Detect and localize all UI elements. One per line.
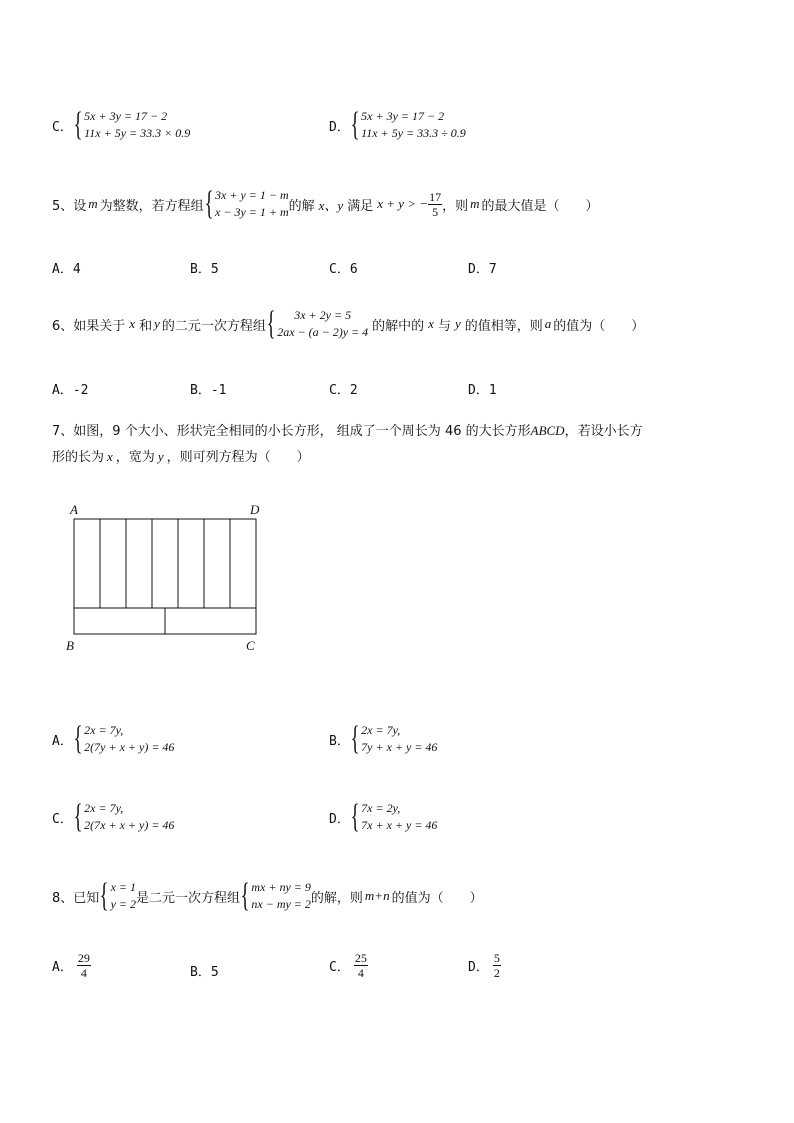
equation-line: 7x = 2y, bbox=[361, 801, 401, 815]
q8-text: 是二元一次方程组 bbox=[136, 890, 241, 906]
q5-text: 的最大值是（ ） bbox=[481, 198, 599, 214]
option-letter: A． bbox=[52, 960, 73, 975]
option-value: 7 bbox=[488, 262, 497, 277]
q5-text: 为整数，若方程组 bbox=[99, 198, 204, 214]
inequality: x + y > − bbox=[377, 196, 429, 211]
equation-line: 2ax − (a − 2)y = 4 bbox=[277, 325, 369, 339]
equation-line: 2x = 7y, bbox=[84, 723, 124, 737]
fraction-denominator: 5 bbox=[432, 204, 439, 219]
var-x: x bbox=[129, 316, 136, 331]
brace: { bbox=[73, 798, 83, 835]
option-letter: A． bbox=[52, 383, 73, 398]
equation-line: 7y + x + y = 46 bbox=[361, 740, 438, 754]
q7-text: ，则可列方程为（ ） bbox=[166, 450, 310, 465]
q7-question-line2 bbox=[52, 446, 310, 465]
var-m: m bbox=[88, 196, 98, 211]
q7-text: ，宽为 bbox=[115, 450, 155, 465]
option-value: -2 bbox=[72, 383, 89, 398]
var-xy: x、y bbox=[318, 197, 344, 213]
var-m: m bbox=[470, 196, 480, 211]
fraction-numerator: 17 bbox=[429, 189, 442, 204]
fraction bbox=[493, 951, 501, 980]
q5-option-d[interactable] bbox=[468, 258, 497, 277]
q8-text: 的值为（ ） bbox=[391, 890, 483, 906]
vertex-label-b: B bbox=[66, 638, 74, 653]
q6-question bbox=[52, 307, 644, 341]
equation-line: mx + ny = 9 bbox=[251, 880, 311, 894]
equation-line: 7x + x + y = 46 bbox=[361, 818, 438, 832]
option-letter: B． bbox=[190, 383, 211, 398]
option-value: 5 bbox=[210, 262, 219, 277]
option-letter: B． bbox=[190, 965, 211, 980]
equation-line: x = 1 bbox=[110, 880, 137, 894]
label-abcd: ABCD bbox=[530, 423, 565, 438]
q7-option-d[interactable] bbox=[329, 800, 437, 834]
fraction-denominator: 2 bbox=[493, 966, 500, 980]
brace: { bbox=[204, 185, 214, 222]
q5-option-c[interactable] bbox=[329, 258, 358, 277]
equation-line: 5x + 3y = 17 − 2 bbox=[361, 109, 445, 123]
equation-line: 2x = 7y, bbox=[361, 723, 401, 737]
q8-text: 8、已知 bbox=[52, 890, 100, 906]
option-letter: C． bbox=[52, 119, 73, 135]
q8-option-a[interactable] bbox=[52, 951, 91, 980]
fraction-denominator: 4 bbox=[80, 966, 87, 980]
fraction bbox=[428, 190, 442, 219]
q6-text: 6、如果关于 bbox=[52, 318, 126, 334]
option-letter: D． bbox=[468, 960, 489, 975]
q4-option-d[interactable] bbox=[329, 108, 466, 142]
q6-text: 与 bbox=[437, 318, 451, 334]
option-letter: D． bbox=[329, 119, 350, 135]
option-letter: A． bbox=[52, 262, 73, 277]
q5-option-a[interactable] bbox=[52, 258, 81, 277]
equation-line: 3x + 2y = 5 bbox=[294, 308, 352, 322]
q6-text: 的解中的 bbox=[372, 318, 425, 334]
q7-text: ，若设小长方 bbox=[564, 424, 643, 439]
brace: { bbox=[350, 798, 360, 835]
brace: { bbox=[240, 877, 250, 914]
brace: { bbox=[99, 877, 109, 914]
q6-option-b[interactable] bbox=[190, 379, 226, 398]
q7-text: 7、如图，9 个大小、形状完全相同的小长方形， 组成了一个周长为 46 的大长方形 bbox=[52, 424, 531, 439]
q8-option-b[interactable] bbox=[190, 961, 219, 980]
q5-text: 的解 bbox=[288, 198, 315, 214]
equation-line: 3x + y = 1 − m bbox=[215, 188, 289, 202]
q7-option-b[interactable] bbox=[329, 722, 437, 756]
option-letter: C． bbox=[329, 960, 350, 975]
var-mn: m+n bbox=[364, 888, 390, 903]
q7-question-line1 bbox=[52, 420, 643, 439]
option-letter: C． bbox=[329, 262, 350, 277]
rectangle-figure bbox=[60, 500, 280, 660]
equation-line: 5x + 3y = 17 − 2 bbox=[84, 109, 168, 123]
brace: { bbox=[350, 720, 360, 757]
q7-text: 形的长为 bbox=[52, 450, 105, 465]
option-letter: C． bbox=[52, 811, 73, 827]
option-value: 2 bbox=[349, 383, 358, 398]
var-y: y bbox=[154, 316, 160, 331]
q6-text: 的值相等，则 bbox=[464, 318, 543, 334]
option-letter: D． bbox=[329, 811, 350, 827]
q6-text: 的二元一次方程组 bbox=[161, 318, 266, 334]
q5-option-b[interactable] bbox=[190, 258, 219, 277]
brace: { bbox=[73, 720, 83, 757]
option-value: 1 bbox=[488, 383, 497, 398]
option-letter: D． bbox=[468, 383, 489, 398]
fraction-numerator: 25 bbox=[354, 951, 367, 965]
brace: { bbox=[266, 305, 276, 342]
var-x: x bbox=[428, 316, 434, 331]
equation-line: 2(7x + x + y) = 46 bbox=[84, 818, 175, 832]
q6-text: 和 bbox=[139, 318, 153, 334]
q5-text: 满足 bbox=[347, 198, 374, 214]
q8-option-d[interactable] bbox=[468, 951, 501, 980]
vertex-label-a: A bbox=[70, 502, 78, 517]
q6-option-d[interactable] bbox=[468, 379, 497, 398]
option-letter: C． bbox=[329, 383, 350, 398]
brace: { bbox=[73, 106, 83, 143]
equation-line: 2(7y + x + y) = 46 bbox=[84, 740, 175, 754]
q7-option-a[interactable] bbox=[52, 722, 174, 756]
fraction-numerator: 5 bbox=[493, 951, 500, 965]
var-x: x bbox=[107, 449, 113, 464]
q7-option-c[interactable] bbox=[52, 800, 174, 834]
equation-line: y = 2 bbox=[110, 897, 137, 911]
equation-line: 11x + 5y = 33.3 × 0.9 bbox=[84, 126, 191, 140]
q6-option-c[interactable] bbox=[329, 379, 358, 398]
q6-text: 的值为（ ） bbox=[553, 318, 645, 334]
vertex-label-c: C bbox=[246, 638, 255, 653]
option-letter: A． bbox=[52, 733, 73, 749]
equation-line: 11x + 5y = 33.3 ÷ 0.9 bbox=[361, 126, 466, 140]
q5-prefix: 5、设 bbox=[52, 198, 87, 214]
fraction-numerator: 29 bbox=[77, 951, 90, 965]
option-value: 6 bbox=[349, 262, 358, 277]
equation-line: nx − my = 2 bbox=[251, 897, 311, 911]
brace: { bbox=[350, 106, 360, 143]
q5-question bbox=[52, 187, 599, 221]
q4-option-c[interactable] bbox=[52, 108, 190, 142]
q8-question bbox=[52, 879, 483, 913]
q6-option-a[interactable] bbox=[52, 379, 88, 398]
fraction bbox=[354, 951, 368, 980]
option-value: -1 bbox=[210, 383, 227, 398]
q5-text: ，则 bbox=[442, 198, 469, 214]
option-letter: B． bbox=[329, 733, 350, 749]
q8-text: 的解，则 bbox=[310, 890, 363, 906]
fraction bbox=[77, 951, 91, 980]
var-y: y bbox=[454, 316, 461, 331]
option-value: 5 bbox=[210, 965, 219, 980]
option-value: 4 bbox=[72, 262, 81, 277]
equation-line: 2x = 7y, bbox=[84, 801, 124, 815]
q8-option-c[interactable] bbox=[329, 951, 368, 980]
option-letter: D． bbox=[468, 262, 489, 277]
option-letter: B． bbox=[190, 262, 211, 277]
equation-line: x − 3y = 1 + m bbox=[215, 205, 289, 219]
var-a: a bbox=[544, 316, 552, 331]
fraction-denominator: 4 bbox=[357, 966, 364, 980]
vertex-label-d: D bbox=[250, 502, 260, 517]
var-y: y bbox=[157, 449, 164, 464]
